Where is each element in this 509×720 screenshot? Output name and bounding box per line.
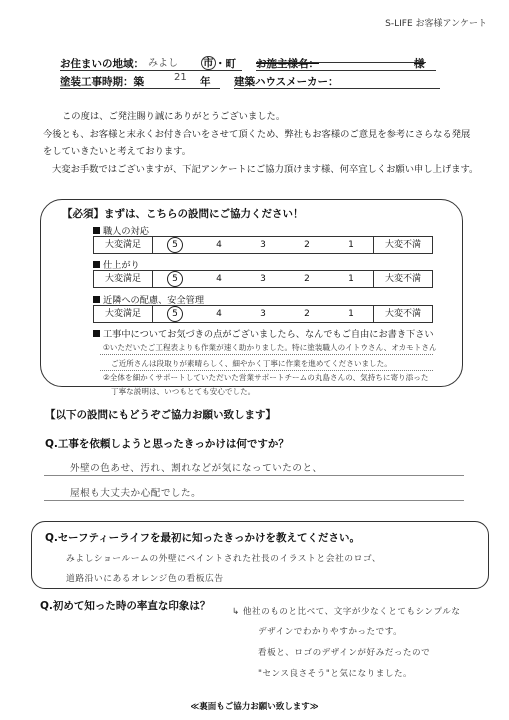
comment-dotted-line [100,370,433,371]
town-label: ・町 [215,58,236,70]
survey-header: S-LIFE お客様アンケート [385,19,487,29]
question-2: Q.セーフティーライフを最初に知ったきっかけを教えてください。 [45,532,360,544]
rating-option-2[interactable]: 2 [304,274,310,284]
rating-option-5[interactable]: 5 [168,271,182,287]
square-bullet-icon [93,227,100,234]
rating-option-4[interactable]: 4 [216,309,222,319]
maker-underline [234,88,440,89]
area-label: お住まいの地域： [60,58,144,70]
square-bullet-icon [93,296,100,303]
rating-option-3[interactable]: 3 [260,240,266,250]
answer-3-line-4: "センス良さそう"と気になりました。 [258,669,413,679]
area-underline [60,70,242,71]
rating-option-3[interactable]: 3 [260,274,266,284]
honorific: 様 [414,58,425,70]
rating-scale-finish [93,270,433,288]
rating-option-5[interactable]: 5 [168,237,182,253]
comment-line-2: ご近所さんは段取りが素晴らしく、細やかく丁寧に作業を進めてくださいました。 [111,359,392,368]
rating-option-1[interactable]: 1 [348,309,354,319]
intro-line-2: 今後とも、お客様と末永くお付き合いをさせて頂くため、弊社もお客様のご意見を参考にさらなる発展 [43,129,471,140]
rating-option-1[interactable]: 1 [348,240,354,250]
question-1: Q.工事を依頼しようと思ったきっかけは何ですか？ [45,438,289,450]
intro-line-1: この度は、ご発注賜り誠にありがとうございました。 [62,111,286,122]
answer-rule [44,475,464,476]
answer-1-line-2: 屋根も大丈夫か心配でした。 [70,488,202,499]
comment-dotted-line [100,354,433,355]
city-circled: 市 [203,57,214,69]
square-bullet-icon [93,261,100,268]
section-label-safety: 近隣への配慮、安全管理 [93,292,204,306]
section-label-staff: 職人の対応 [93,223,149,237]
answer-3-line-3: 看板と、ロゴのデザインが好みだったので [258,648,431,658]
answer-1-line-1: 外壁の色あせ、汚れ、割れなどが気になっていたのと、 [70,463,323,474]
answer-3-line-2: デザインでわかりやすかったです。 [258,627,403,637]
rating-scale-staff [93,236,433,254]
question-3: Q.初めて知った時の率直な印象は？ [40,600,211,612]
intro-line-4: 大変お手数ではございますが、下記アンケートにご協力頂けます様、何卒宜しくお願い申し上げます。 [52,164,479,175]
comment-line-1: ①いただいたご工程表よりも作業が速く助かりました。特に塗装職人のイトウさん、オカモトさん [103,343,437,352]
comment-label: 工事中についてお気づきの点がございましたら、なんでもご自由にお書き下さい [93,326,434,340]
area-value: みよし [148,58,178,69]
period-underline [60,88,220,89]
answer-rule [44,500,464,501]
rating-option-5[interactable]: 5 [168,306,182,322]
scale-left-label: 大変満足 [104,309,141,319]
required-title: 【必須】まずは、こちらの設問にご協力ください！ [62,208,304,220]
footer-note: ≪裏面もご協力お願い致します≫ [190,702,319,712]
name-underline [256,70,436,71]
rating-option-3[interactable]: 3 [260,309,266,319]
comment-line-4: 丁寧な説明は、いつもとても安心でした。 [111,387,256,396]
square-bullet-icon [93,330,100,337]
period-label: 塗装工事時期：築 [60,76,144,88]
period-value: 21 [174,72,187,83]
maker-label: 建築ハウスメーカー： [234,76,339,88]
rating-option-2[interactable]: 2 [304,240,310,250]
intro-line-3: をしていきたいと考えております。 [43,146,192,157]
rating-option-2[interactable]: 2 [304,309,310,319]
period-unit: 年 [200,76,211,88]
scale-right-label: 大変不満 [384,309,421,319]
rating-option-1[interactable]: 1 [348,274,354,284]
section-label-finish: 仕上がり [93,257,140,271]
scale-numbers [152,237,374,253]
answer-3-line-1: ↳ 他社のものと比べて、文字が少なくとてもシンプルな [232,607,461,617]
answer-2-line-1: みよしショールームの外壁にペイントされた社長のイラストと会社のロゴ、 [66,554,382,564]
period-row [60,74,440,90]
scale-right-label: 大変不満 [384,274,421,284]
scale-right-label: 大変不満 [384,240,421,250]
rating-scale-safety [93,305,433,323]
comment-line-3: ②全体を細かくサポートしていただいた営業サポートチームの丸島さんの、気持ちに寄り添った [103,373,429,382]
area-row [60,56,440,72]
name-strikeout [256,62,426,63]
answer-2-line-2: 道路沿いにあるオレンジ色の看板広告 [66,574,224,584]
rating-option-4[interactable]: 4 [216,274,222,284]
customer-name-label: お施主様名： [256,58,319,70]
optional-title: 【以下の設問にもどうぞご協力お願い致します】 [45,409,276,421]
scale-numbers [152,271,374,287]
scale-left-label: 大変満足 [104,274,141,284]
scale-numbers [152,306,374,322]
rating-option-4[interactable]: 4 [216,240,222,250]
scale-left-label: 大変満足 [104,240,141,250]
